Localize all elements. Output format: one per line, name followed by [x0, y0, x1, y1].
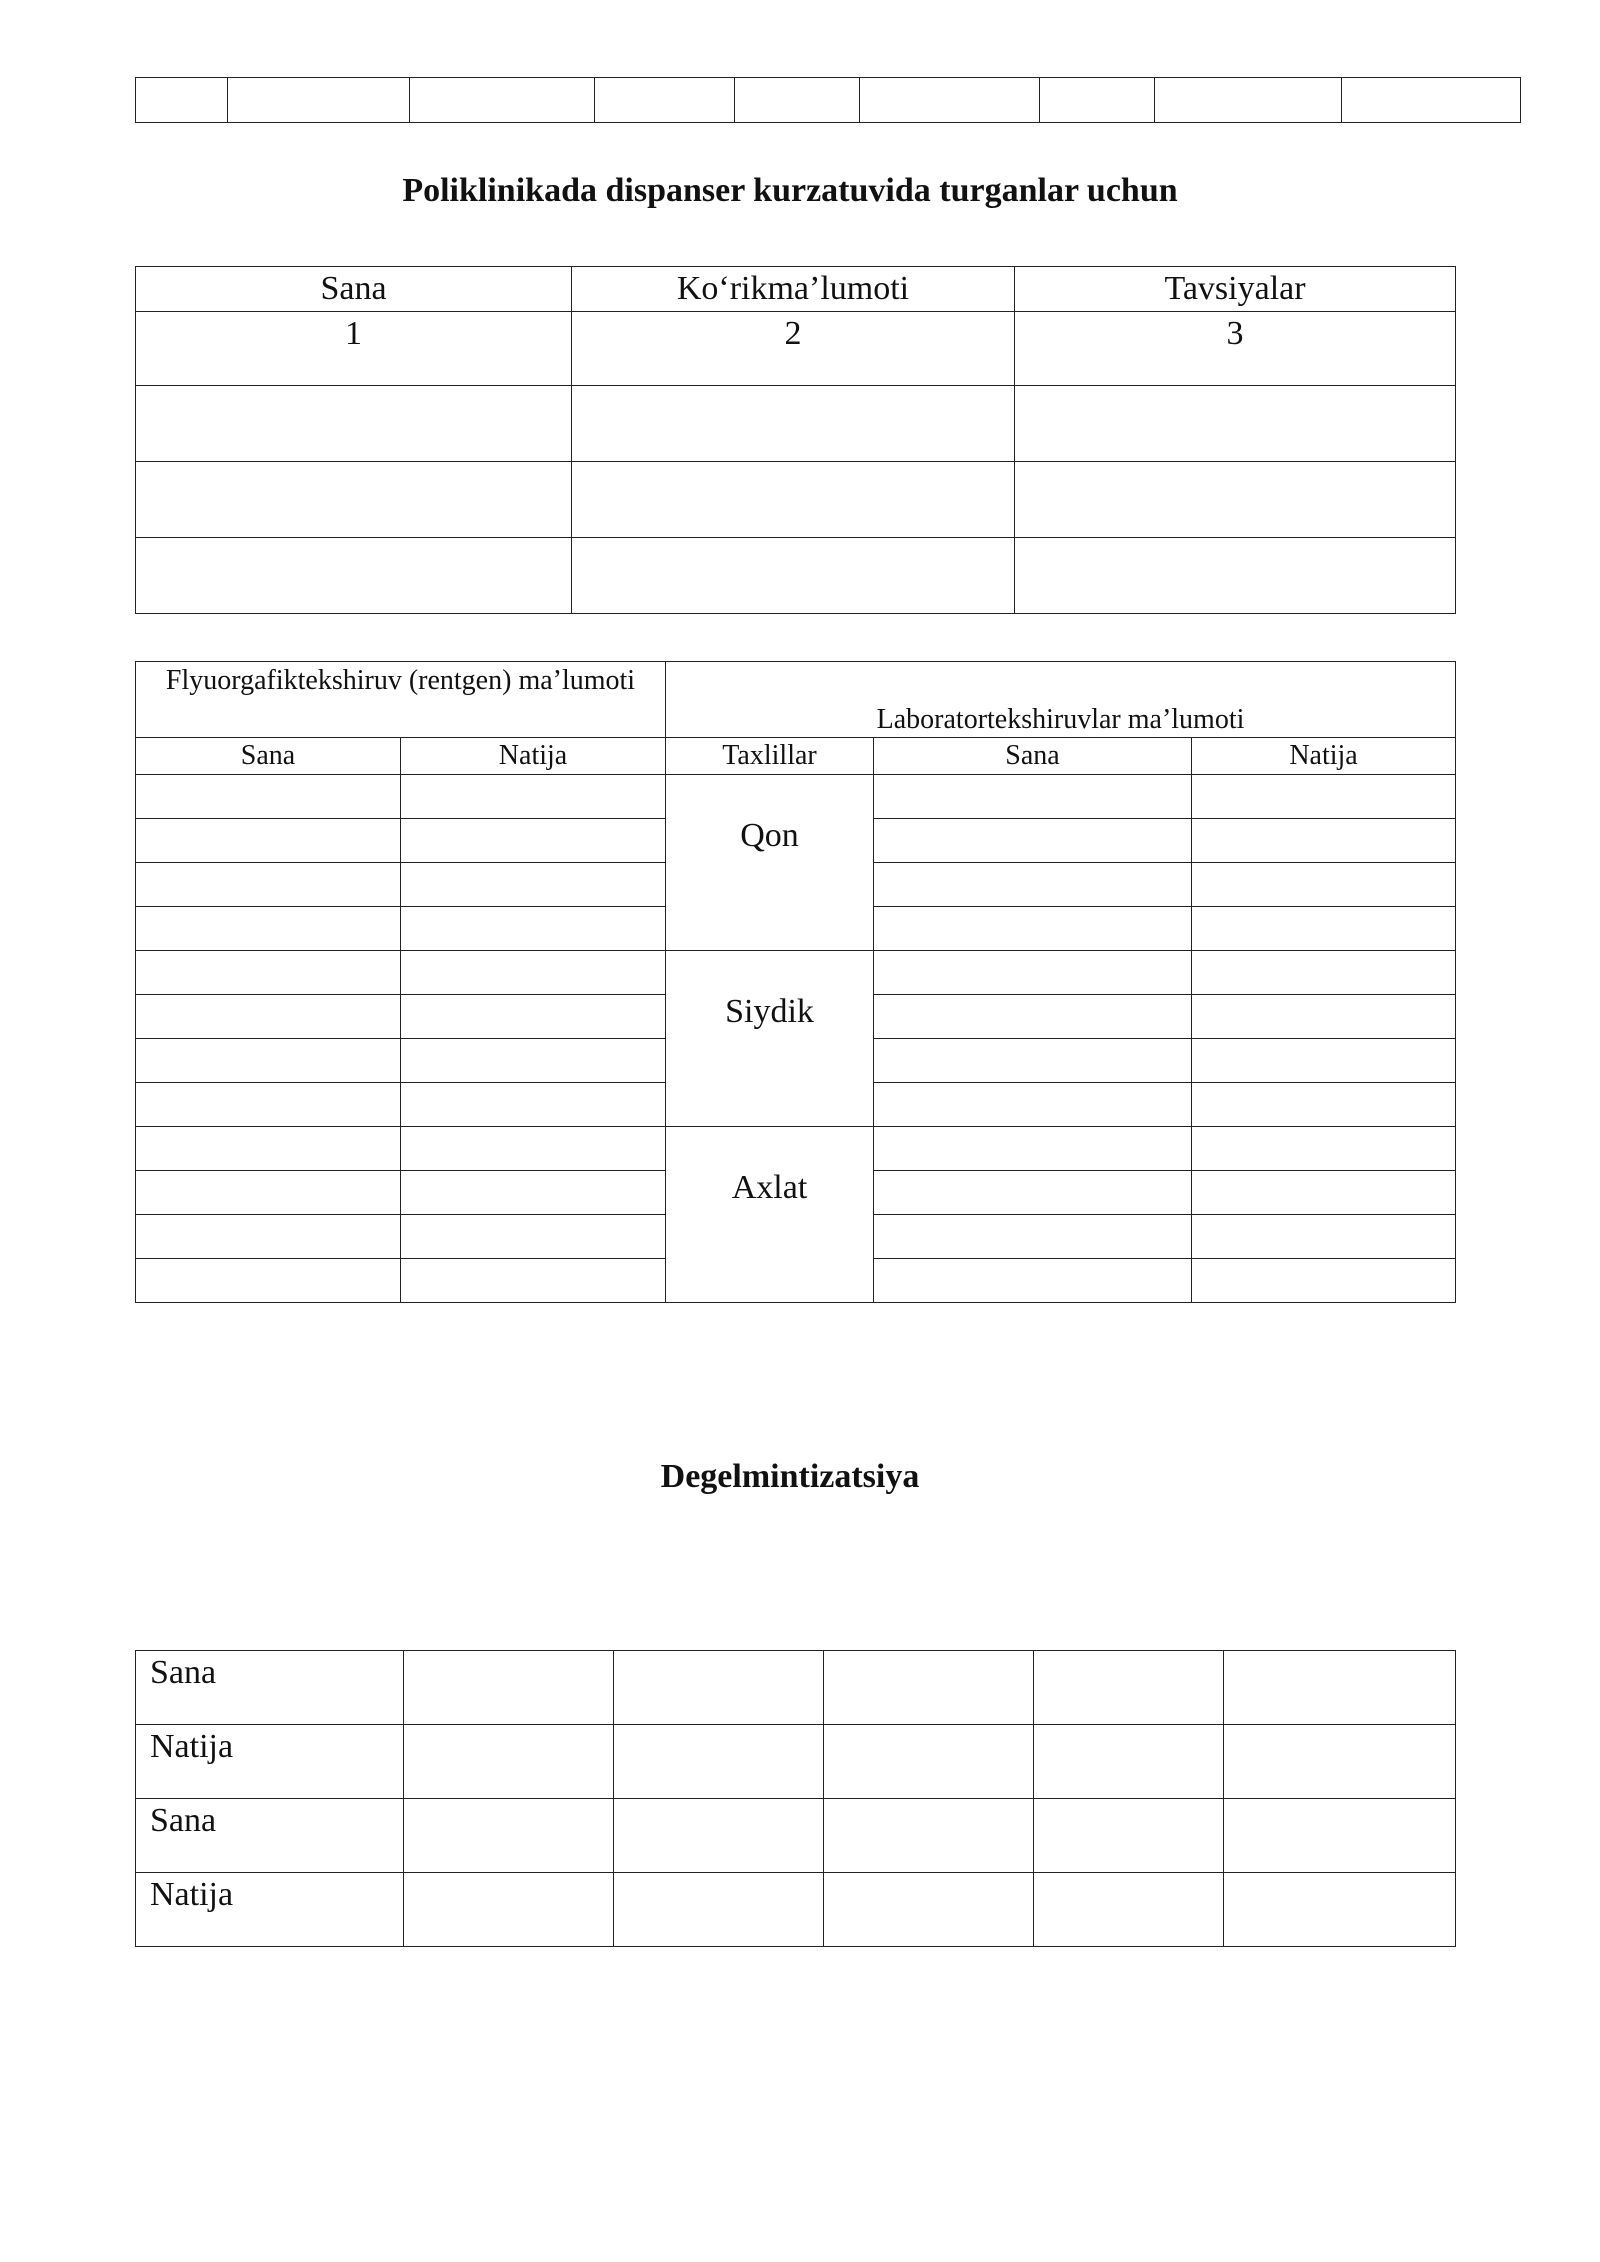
dispanser-blank-row	[136, 462, 1456, 538]
dispanser-blank-cell[interactable]	[572, 462, 1015, 538]
lab-cell[interactable]	[136, 775, 401, 819]
lab-cell[interactable]	[136, 1215, 401, 1259]
degelmint-cell[interactable]	[1224, 1725, 1456, 1799]
lab-cell[interactable]	[401, 819, 666, 863]
degelmint-cell[interactable]	[1224, 1799, 1456, 1873]
degelmint-cell[interactable]	[404, 1725, 614, 1799]
degelmint-row	[136, 1799, 1456, 1873]
degelmint-cell[interactable]	[404, 1873, 614, 1947]
top-strip-cell	[410, 78, 595, 123]
lab-cell[interactable]	[874, 1215, 1192, 1259]
lab-cell[interactable]	[874, 951, 1192, 995]
taxlillar-header: Taxlillar	[666, 738, 874, 775]
lab-cell[interactable]	[136, 1127, 401, 1171]
dispanser-table	[135, 266, 1456, 614]
lab-cell[interactable]	[136, 995, 401, 1039]
lab-cell[interactable]	[874, 1127, 1192, 1171]
lab-cell[interactable]	[136, 907, 401, 951]
dispanser-col-number: 1	[136, 312, 572, 386]
top-strip-cell	[136, 78, 228, 123]
dispanser-blank-cell[interactable]	[1015, 462, 1456, 538]
degelmint-cell[interactable]	[614, 1651, 824, 1725]
degelmint-cell[interactable]	[614, 1873, 824, 1947]
dispanser-blank-row	[136, 538, 1456, 614]
degelmint-row	[136, 1651, 1456, 1725]
lab-row	[136, 951, 1456, 995]
lab-cell[interactable]	[1192, 819, 1456, 863]
lab-cell[interactable]	[401, 1215, 666, 1259]
lab-cell[interactable]	[401, 863, 666, 907]
dispanser-blank-cell[interactable]	[136, 538, 572, 614]
lab-table	[135, 661, 1456, 1303]
dispanser-blank-cell[interactable]	[136, 386, 572, 462]
lab-cell[interactable]	[1192, 1127, 1456, 1171]
laborator-header: Laboratortekshiruvlar ma’lumoti	[666, 662, 1456, 738]
degelmint-cell[interactable]	[1034, 1651, 1224, 1725]
degelmint-cell[interactable]	[1224, 1873, 1456, 1947]
dispanser-blank-cell[interactable]	[136, 462, 572, 538]
degelmint-row	[136, 1725, 1456, 1799]
degelmint-row-label: Natija	[136, 1725, 404, 1799]
dispanser-blank-cell[interactable]	[572, 538, 1015, 614]
lab-cell[interactable]	[1192, 1083, 1456, 1127]
flyuoro-sana-header: Sana	[136, 738, 401, 775]
lab-cell[interactable]	[1192, 995, 1456, 1039]
degelmint-cell[interactable]	[614, 1799, 824, 1873]
lab-cell[interactable]	[874, 1171, 1192, 1215]
lab-cell[interactable]	[401, 1259, 666, 1303]
lab-cell[interactable]	[401, 775, 666, 819]
dispanser-heading: Poliklinikada dispanser kurzatuvida turganlar uchun	[402, 172, 1178, 209]
lab-natija-header: Natija	[1192, 738, 1456, 775]
lab-cell[interactable]	[401, 1039, 666, 1083]
lab-cell[interactable]	[401, 951, 666, 995]
degelmint-cell[interactable]	[824, 1651, 1034, 1725]
top-strip-cell	[1040, 78, 1155, 123]
analysis-qon: Qon	[666, 775, 874, 951]
top-strip-cell	[860, 78, 1040, 123]
dispanser-blank-cell[interactable]	[572, 386, 1015, 462]
lab-cell[interactable]	[874, 995, 1192, 1039]
lab-cell[interactable]	[136, 1083, 401, 1127]
lab-cell[interactable]	[401, 1171, 666, 1215]
degelmint-row	[136, 1873, 1456, 1947]
dispanser-header-sana: Sana	[136, 267, 572, 312]
dispanser-col-number: 3	[1015, 312, 1456, 386]
lab-row	[136, 775, 1456, 819]
lab-cell[interactable]	[401, 1083, 666, 1127]
lab-cell[interactable]	[136, 1039, 401, 1083]
dispanser-number-row	[136, 312, 1456, 386]
degelmint-cell[interactable]	[1034, 1873, 1224, 1947]
top-strip-cell	[228, 78, 410, 123]
dispanser-blank-cell[interactable]	[1015, 386, 1456, 462]
lab-cell[interactable]	[874, 863, 1192, 907]
degelmint-cell[interactable]	[824, 1799, 1034, 1873]
top-strip-cell	[1155, 78, 1342, 123]
lab-cell[interactable]	[1192, 1215, 1456, 1259]
lab-cell[interactable]	[401, 995, 666, 1039]
top-strip-row	[136, 78, 1521, 123]
degelmint-row-label: Natija	[136, 1873, 404, 1947]
lab-cell[interactable]	[874, 1083, 1192, 1127]
top-strip-cell	[595, 78, 735, 123]
dispanser-header-row	[136, 267, 1456, 312]
degelmint-table	[135, 1650, 1456, 1947]
flyuoro-natija-header: Natija	[401, 738, 666, 775]
lab-cell[interactable]	[401, 1127, 666, 1171]
lab-cell[interactable]	[874, 819, 1192, 863]
lab-subheader-row	[136, 738, 1456, 775]
lab-cell[interactable]	[1192, 863, 1456, 907]
lab-cell[interactable]	[136, 951, 401, 995]
lab-cell[interactable]	[874, 775, 1192, 819]
lab-sana-header: Sana	[874, 738, 1192, 775]
lab-cell[interactable]	[874, 907, 1192, 951]
lab-cell[interactable]	[1192, 907, 1456, 951]
dispanser-col-number: 2	[572, 312, 1015, 386]
top-strip-cell	[735, 78, 860, 123]
dispanser-header-tavsiyalar: Tavsiyalar	[1015, 267, 1456, 312]
degelmint-cell[interactable]	[824, 1873, 1034, 1947]
lab-cell[interactable]	[1192, 1259, 1456, 1303]
lab-cell[interactable]	[136, 1259, 401, 1303]
lab-cell[interactable]	[136, 863, 401, 907]
top-strip-cell	[1342, 78, 1521, 123]
degelmint-cell[interactable]	[614, 1725, 824, 1799]
top-strip-table	[135, 77, 1521, 123]
analysis-axlat: Axlat	[666, 1127, 874, 1303]
degelmint-cell[interactable]	[404, 1799, 614, 1873]
degelmint-row-label: Sana	[136, 1651, 404, 1725]
degelmint-cell[interactable]	[1224, 1651, 1456, 1725]
dispanser-blank-row	[136, 386, 1456, 462]
degelmint-heading: Degelmintizatsiya	[660, 1458, 920, 1495]
flyuorografik-header: Flyuorgafiktekshiruv (rentgen) ma’lumoti	[136, 662, 666, 738]
lab-cell[interactable]	[874, 1259, 1192, 1303]
degelmint-cell[interactable]	[1034, 1799, 1224, 1873]
analysis-siydik: Siydik	[666, 951, 874, 1127]
degelmint-cell[interactable]	[404, 1651, 614, 1725]
degelmint-cell[interactable]	[1034, 1725, 1224, 1799]
lab-cell[interactable]	[1192, 775, 1456, 819]
dispanser-blank-cell[interactable]	[1015, 538, 1456, 614]
lab-group-header-row	[136, 662, 1456, 738]
degelmint-cell[interactable]	[824, 1725, 1034, 1799]
lab-cell[interactable]	[136, 819, 401, 863]
lab-cell[interactable]	[401, 907, 666, 951]
lab-cell[interactable]	[874, 1039, 1192, 1083]
degelmint-row-label: Sana	[136, 1799, 404, 1873]
lab-cell[interactable]	[136, 1171, 401, 1215]
lab-cell[interactable]	[1192, 1039, 1456, 1083]
dispanser-header-korik: Ko‘rikma’lumoti	[572, 267, 1015, 312]
lab-cell[interactable]	[1192, 1171, 1456, 1215]
lab-cell[interactable]	[1192, 951, 1456, 995]
lab-row	[136, 1127, 1456, 1171]
